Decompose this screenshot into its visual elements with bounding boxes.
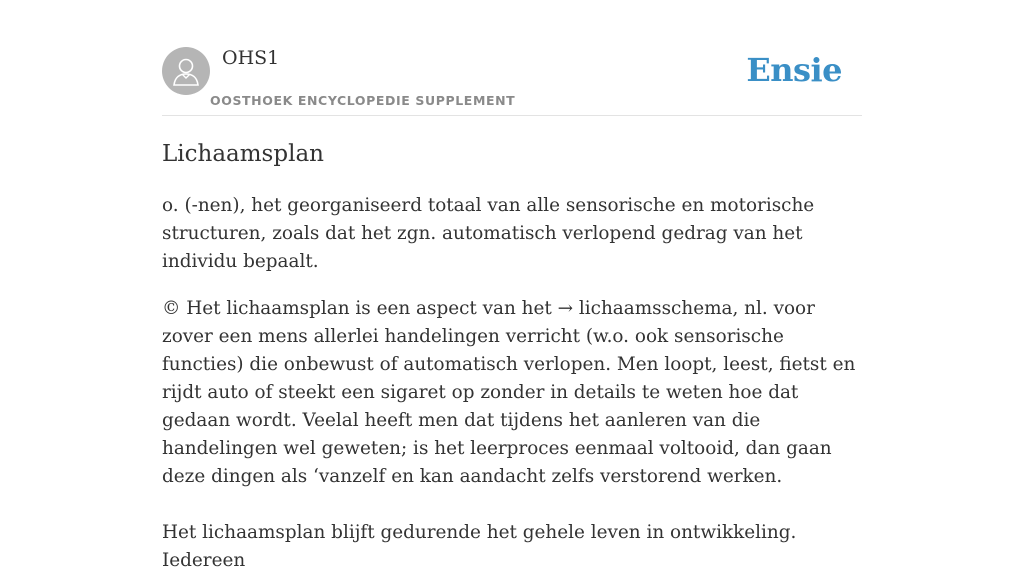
avatar[interactable]: [162, 47, 210, 95]
body-paragraph: © Het lichaamsplan is een aspect van het → lichaamsschema, nl. voor zover een mens allerlei handelingen verricht (w.o. ook sensorische functies) die onbewust of automatisch verlopen. Men loopt, leest, fietst en rijdt auto of steekt een sigaret op zonder in details te weten hoe dat gedaan wordt. Veelal heeft men dat tijdens het aanleren van die handelingen wel geweten; is het leerproces eenmaal voltooid, dan gaan deze dingen als ‘vanzelf en kan aandacht zelfs verstorend werken.: [162, 298, 856, 487]
source-name[interactable]: OOSTHOEK ENCYCLOPEDIE SUPPLEMENT: [210, 93, 516, 108]
ensie-logo[interactable]: Ensie: [746, 51, 842, 89]
user-icon: [171, 55, 201, 87]
definition-paragraph: o. (-nen), het georganiseerd totaal van alle sensorische en motorische structuren, zoals dat het zgn. automatisch verlopend gedrag van het individu bepaalt.: [162, 195, 815, 272]
body-paragraph: Het lichaamsplan blijft gedurende het gehele leven in ontwikkeling. Iedereen: [162, 522, 797, 571]
article: [162, 136, 862, 575]
header: [162, 0, 862, 116]
source-code[interactable]: OHS1: [222, 47, 280, 69]
page-title: Lichaamsplan: [162, 141, 324, 167]
